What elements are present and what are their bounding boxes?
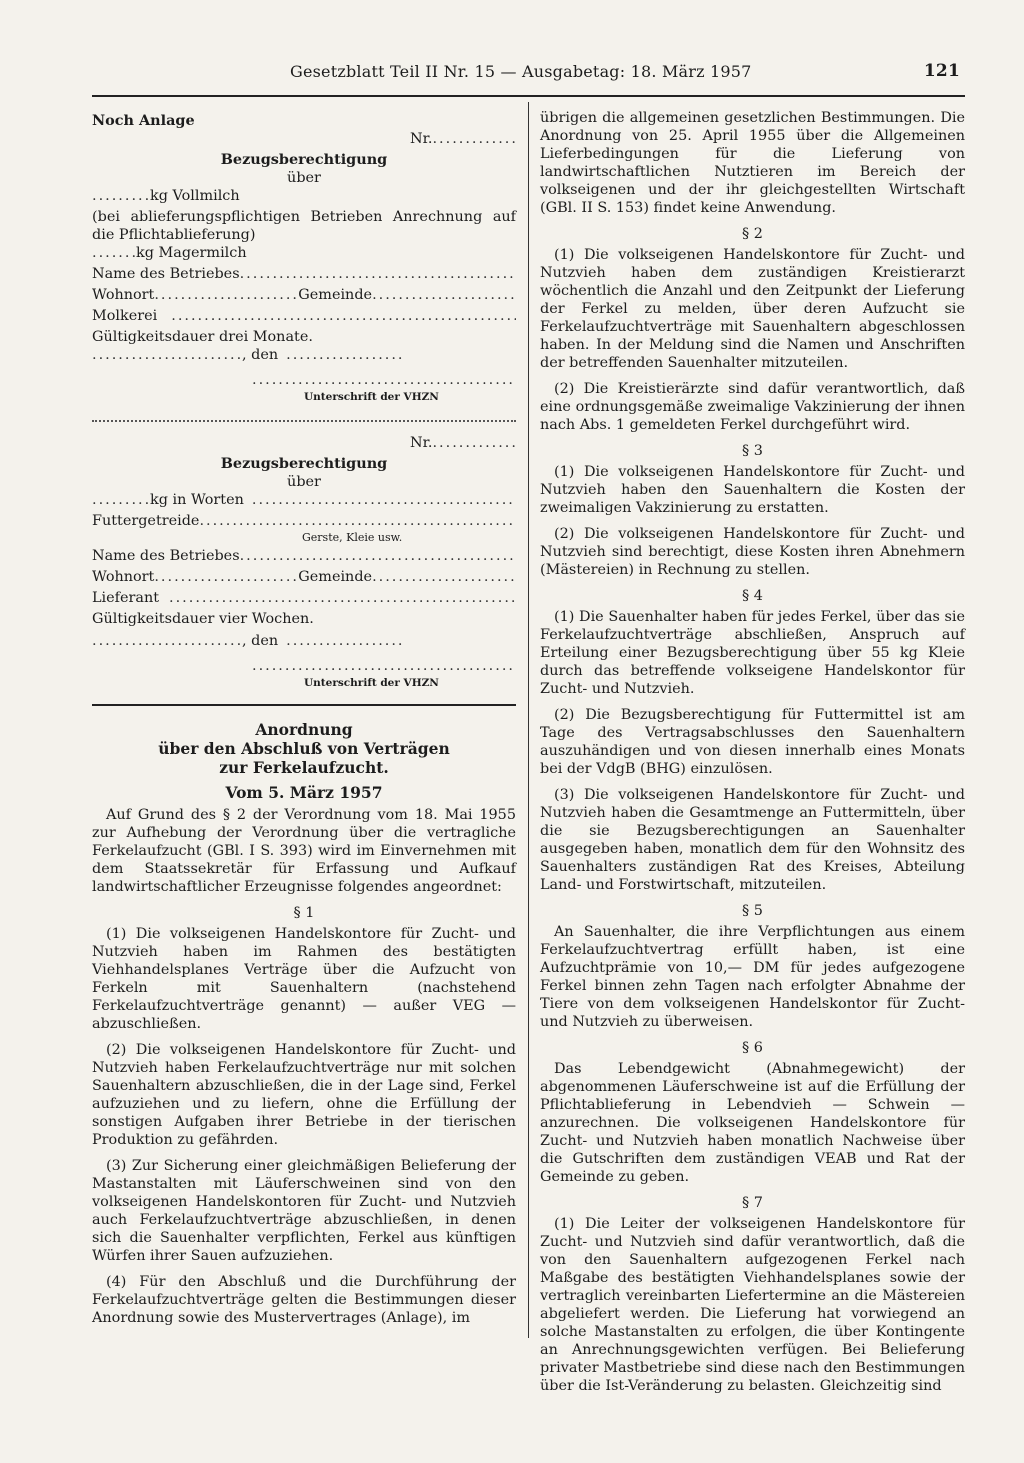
section-3-para-1: (1) Die volkseigenen Handelskontore für Zucht- und Nutzvieh haben den Sauenhaltern die Kosten der zweimaligen Vakzinierung zu erstatten. [540, 464, 965, 516]
form1-nr-label: Nr. [410, 131, 433, 147]
form2-futtergetreide-field [199, 512, 516, 530]
form2-den-label: , den [242, 633, 279, 649]
section-1-para-4: (4) Für den Abschluß und die Durchführung der Ferkelaufzuchtverträge gelten die Bestimmungen dieser Anordnung sowie des Mustervertrages (Anlage), im [92, 1274, 516, 1326]
form1-signature-caption: Unterschrift der VHZN [304, 391, 439, 403]
form1-gemeinde-label: Gemeinde [298, 287, 373, 303]
form1-signature-field [252, 371, 516, 389]
section-4-para-1: (1) Die Sauenhalter haben für jedes Ferkel, über das sie Ferkelaufzuchtverträge abschließen, Anspruch auf Erteilung einer Bezugsberechtigung über 55 kg Kleie durch das betreffende volkseigene Handelskontor für Zucht- und Nutzvieh. [540, 609, 965, 697]
form1-wohnort-label: Wohnort [92, 287, 155, 303]
section-5-para-1: An Sauenhalter, die ihre Verpflichtungen aus einem Ferkelaufzuchtvertrag erfüllt haben, ist eine Aufzuchtprämie von 10,— DM für jedes aufgezogene Ferkel binnen zehn Tagen nach erfolgter Abnahme der Tiere von dem volkseigenen Handelskontor für Zucht- und Nutzvieh zu überweisen. [540, 924, 965, 1030]
form1-wohnort-field [154, 286, 298, 304]
form1-title: Bezugsberechtigung [220, 151, 388, 168]
form1-vollmilch-label: kg Vollmilch [150, 188, 240, 204]
section-1-heading: § 1 [293, 905, 315, 921]
form1-gemeinde-field [372, 286, 516, 304]
form2-name-field [240, 547, 516, 565]
form2-nr-field [432, 434, 516, 452]
form2-wohnort-label: Wohnort [92, 569, 155, 585]
right-column [540, 109, 965, 1403]
section-1-para-2: (2) Die volkseigenen Handelskontore für Zucht- und Nutzvieh haben Ferkelaufzuchtverträge nur mit solchen Sauenhaltern abzuschließen, die in der Lage sind, Ferkel aufzuziehen und zu liefern, ohne die Erfüllung der sonstigen Aufgaben ihrer Betriebe in der tierischen Produktion zu gefährden. [92, 1042, 516, 1148]
section-2-para-1: (1) Die volkseigenen Handelskontore für Zucht- und Nutzvieh haben dem zuständigen Kreistierarzt wöchentlich die Anzahl und den Zeitpunkt der Lieferung der Ferkel zu melden, über deren Aufzucht sie Ferkelaufzuchtverträge mit Sauenhaltern abgeschlossen haben. In der Meldung sind die Namen und Anschriften der betreffenden Sauenhalter mitzuteilen. [540, 247, 965, 371]
form2-ort-field [92, 632, 242, 650]
form2-lieferant-field [169, 589, 516, 607]
column-separator [528, 102, 529, 1338]
form2-signature-field [252, 657, 516, 675]
form-milk [92, 130, 516, 406]
form2-futtergetreide-label: Futtergetreide [92, 513, 200, 529]
section-7-para-1: (1) Die Leiter der volkseigenen Handelskontore für Zucht- und Nutzvieh sind dafür verantwortlich, daß die von den Sauenhaltern aufgezogenen Ferkel nach Maßgabe des bestätigten Viehhandelsplanes sowie der vertraglich vereinbarten Liefertermine an die Mästereien abgeliefert werden. Die Lieferung hat vorwiegend an solche Mastanstalten zu erfolgen, die über Kontingente an Anrechnungsgewichten verfügen. Bei Belieferung privater Mastbetriebe sind diese nach den Bestimmungen über die Ist-Veränderung zu belasten. Gleichzeitig sind [540, 1216, 965, 1394]
form2-lieferant-label: Lieferant [92, 590, 160, 606]
anordnung-date: Vom 5. März 1957 [225, 783, 383, 802]
form1-gueltigkeit: Gültigkeitsdauer drei Monate. [92, 329, 313, 345]
form1-den-label: , den [242, 347, 279, 363]
form2-datum-field [286, 632, 402, 650]
form1-ort-field [92, 346, 242, 364]
form1-name-label: Name des Betriebes [92, 266, 240, 282]
form1-magermilch-label: kg Magermilch [136, 245, 247, 261]
form1-note: (bei ablieferungspflichtigen Betrieben Anrechnung auf die Pflichtablieferung) [92, 209, 516, 243]
section-1-para-1: (1) Die volkseigenen Handelskontore für Zucht- und Nutzvieh haben im Rahmen des bestätigten Viehhandelsplanes Verträge über die Aufzucht von Ferkeln mit Sauenhaltern (nachstehend Ferkelaufzuchtverträge genannt) — außer VEG — abzuschließen. [92, 926, 516, 1032]
section-4-heading: § 4 [742, 588, 763, 604]
running-header [290, 62, 960, 81]
section-divider [92, 704, 516, 706]
header-rule [92, 95, 965, 97]
form2-name-label: Name des Betriebes [92, 548, 240, 564]
left-column [92, 112, 516, 1335]
form1-molkerei-label: Molkerei [92, 308, 158, 324]
form2-kg-field [92, 491, 150, 509]
form1-nr-field [432, 130, 516, 148]
section-3-heading: § 3 [742, 443, 763, 459]
page-number: 121 [923, 61, 960, 81]
section-6-heading: § 6 [742, 1040, 763, 1056]
form2-title: Bezugsberechtigung [220, 455, 388, 472]
form2-ueber: über [287, 474, 321, 490]
form2-kg-worten-label: kg in Worten [150, 492, 244, 508]
continued-text: übrigen die allgemeinen gesetzlichen Bestimmungen. Die Anordnung von 25. April 1955 über die Allgemeinen Lieferbedingungen für die Lieferung von landwirtschaftlichen Nutztieren im Bereich der volkseigenen und der ihr gleichgestellten Wirtschaft (GBl. II S. 153) findet keine Anwendung. [540, 110, 965, 216]
form1-molkerei-field [171, 307, 516, 325]
form-feed [92, 434, 516, 692]
anordnung-intro: Auf Grund des § 2 der Verordnung vom 18. Mai 1955 zur Aufhebung der Verordnung über die vertragliche Ferkelaufzucht (GBl. I S. 393) wird im Einvernehmen mit dem Staatssekretär für Erfassung und Aufkauf landwirtschaftlicher Erzeugnisse folgendes angeordnet: [92, 807, 516, 895]
noch-anlage-label: Noch Anlage [92, 112, 195, 129]
form2-signature-caption: Unterschrift der VHZN [304, 677, 439, 689]
form1-vollmilch-field [92, 187, 150, 205]
anordnung-title-1: Anordnung [255, 720, 353, 739]
form-divider [92, 420, 516, 422]
section-2-para-2: (2) Die Kreistierärzte sind dafür verantwortlich, daß eine ordnungsgemäße zweimalige Vakzinierung der ihnen nach Abs. 1 gemeldeten Ferkel durchgeführt wird. [540, 381, 965, 433]
form1-datum-field [286, 346, 402, 364]
anordnung-title-2: über den Abschluß von Verträgen [158, 739, 450, 758]
section-5-heading: § 5 [742, 903, 763, 919]
form2-gerste-caption: Gerste, Kleie usw. [302, 531, 403, 544]
form2-wohnort-field [154, 568, 298, 586]
form2-gemeinde-label: Gemeinde [298, 569, 373, 585]
section-7-heading: § 7 [742, 1195, 763, 1211]
anordnung-section [92, 720, 516, 1327]
form1-magermilch-field [92, 244, 136, 262]
anordnung-title-3: zur Ferkelaufzucht. [219, 758, 389, 777]
form2-nr-label: Nr. [410, 435, 433, 451]
section-1-para-3: (3) Zur Sicherung einer gleichmäßigen Belieferung der Mastanstalten mit Läuferschweinen sind von den volkseigenen Handelskontoren für Zucht- und Nutzvieh auch Ferkelaufzuchtverträge abzuschließen, in denen sich die Sauenhalter verpflichten, Ferkel aus künftigen Würfen ihrer Sauen aufzuziehen. [92, 1158, 516, 1264]
form1-name-field [240, 265, 516, 283]
form2-gemeinde-field [372, 568, 516, 586]
section-2-heading: § 2 [742, 226, 763, 242]
section-4-para-3: (3) Die volkseigenen Handelskontore für Zucht- und Nutzvieh haben die Gesamtmenge an Futtermitteln, über die sie Bezugsberechtigungen an Sauenhalter ausgegeben haben, monatlich dem für den Wohnsitz des Sauenhalters zuständigen Rat des Kreises, Abteilung Land- und Forstwirtschaft, mitzuteilen. [540, 787, 965, 893]
form2-gueltigkeit: Gültigkeitsdauer vier Wochen. [92, 611, 314, 627]
running-title: Gesetzblatt Teil II Nr. 15 — Ausgabetag: 18. März 1957 [290, 62, 752, 81]
form1-ueber: über [287, 170, 321, 186]
form2-worten-field [252, 491, 516, 509]
section-4-para-2: (2) Die Bezugsberechtigung für Futtermittel ist am Tage des Vertragsabschlusses den Sauenhaltern auszuhändigen und von diesen innerhalb eines Monats bei der VdgB (BHG) einzulösen. [540, 707, 965, 777]
section-3-para-2: (2) Die volkseigenen Handelskontore für Zucht- und Nutzvieh sind berechtigt, diese Kosten ihren Abnehmern (Mästereien) in Rechnung zu stellen. [540, 526, 965, 578]
section-6-para-1: Das Lebendgewicht (Abnahmegewicht) der abgenommenen Läuferschweine ist auf die Erfüllung der Pflichtablieferung in Lebendvieh — Schwein — anzurechnen. Die volkseigenen Handelskontore für Zucht- und Nutzvieh haben monatlich Nachweise über die Gutschriften dem zuständigen VEAB und Rat der Gemeinde zu geben. [540, 1061, 965, 1185]
